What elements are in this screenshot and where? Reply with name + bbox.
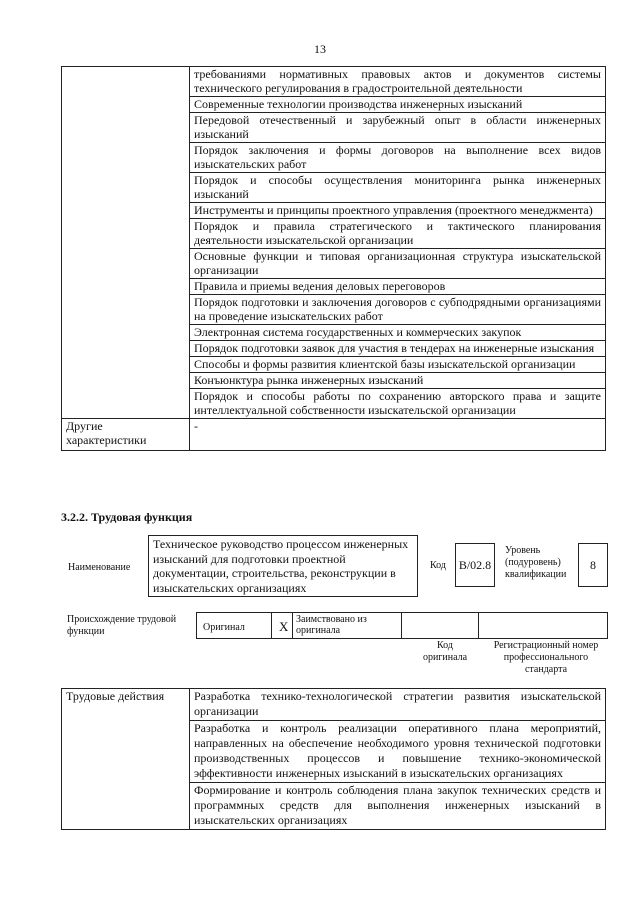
name-label: Наименование: [68, 562, 131, 573]
knowledge-item: Способы и формы развития клиентской базы изыскательской организации: [190, 357, 606, 373]
original-label: Оригинал: [203, 622, 245, 633]
knowledge-item: Правила и приемы ведения деловых переговоров: [190, 279, 606, 295]
origin-label: Происхождение трудовой функции: [67, 614, 177, 637]
borrowed-label: Заимствовано из оригинала: [296, 614, 367, 636]
knowledge-item: Основные функции и типовая организационная структура изыскательской организации: [190, 249, 606, 279]
knowledge-table: [61, 66, 606, 451]
other-value: -: [190, 419, 606, 451]
knowledge-item: Передовой отечественный и зарубежный опыт в области инженерных изысканий: [190, 113, 606, 143]
action-row: [62, 689, 606, 721]
actions-table: [61, 688, 606, 830]
knowledge-item: Порядок заключения и формы договоров на выполнение всех видов изыскательских работ: [190, 143, 606, 173]
knowledge-item: Конъюнктура рынка инженерных изысканий: [190, 373, 606, 389]
actions-label: Трудовые действия: [62, 689, 190, 830]
code-field: B/02.8: [455, 543, 495, 587]
knowledge-row: [62, 67, 606, 97]
other-row: [62, 419, 606, 451]
section-title: 3.2.2. Трудовая функция: [61, 510, 193, 524]
action-item: Разработка и контроль реализации оперативного плана мероприятий, направленных на обеспечение необходимого уровня технической подготовки производственных процессов и повышение технико-экономической эффективности инженерных изысканий в изыскательских организациях: [190, 721, 606, 783]
knowledge-item: Порядок и правила стратегического и тактического планирования деятельности изыскательской организации: [190, 219, 606, 249]
reg-number-cell: [478, 612, 608, 639]
name-field: Техническое руководство процессом инженерных изысканий для подготовки проектной документации, строительства, реконструкции в изыскательских организациях: [148, 535, 418, 597]
original-cell: [196, 612, 289, 639]
knowledge-item: Порядок подготовки заявок для участия в тендерах на инженерные изыскания: [190, 341, 606, 357]
other-label: Другие характеристики: [62, 419, 190, 451]
knowledge-item: Электронная система государственных и коммерческих закупок: [190, 325, 606, 341]
borrowed-cell: [292, 612, 402, 639]
action-item: Формирование и контроль соблюдения плана закупок технических средств и программных средств для выполнения инженерных изысканий в изыскательских организациях: [190, 783, 606, 830]
code-original-caption: Код оригинала: [422, 640, 468, 663]
reg-number-caption: Регистрационный номер профессионального стандарта: [493, 640, 599, 675]
knowledge-item: Инструменты и принципы проектного управления (проектного менеджмента): [190, 203, 606, 219]
level-label: Уровень (подуровень) квалификации: [505, 545, 567, 580]
knowledge-item: Порядок и способы осуществления мониторинга рынка инженерных изысканий: [190, 173, 606, 203]
original-mark: X: [279, 619, 289, 634]
page-number: 13: [314, 42, 326, 56]
code-original-cell: [401, 612, 479, 639]
knowledge-item: Порядок и способы работы по сохранению авторского права и защите интеллектуальной собственности изыскательской организации: [190, 389, 606, 419]
action-item: Разработка технико-технологической стратегии развития изыскательской организации: [190, 689, 606, 721]
knowledge-label-cell: [62, 67, 190, 419]
knowledge-item: Современные технологии производства инженерных изысканий: [190, 97, 606, 113]
origin-row: [196, 612, 608, 639]
level-field: 8: [578, 543, 608, 587]
knowledge-item: требованиями нормативных правовых актов и документов системы технического регулирования в градостроительной деятельности: [190, 67, 606, 97]
code-label: Код: [430, 560, 446, 571]
knowledge-item: Порядок подготовки и заключения договоров с субподрядными организациями на проведение изыскательских работ: [190, 295, 606, 325]
